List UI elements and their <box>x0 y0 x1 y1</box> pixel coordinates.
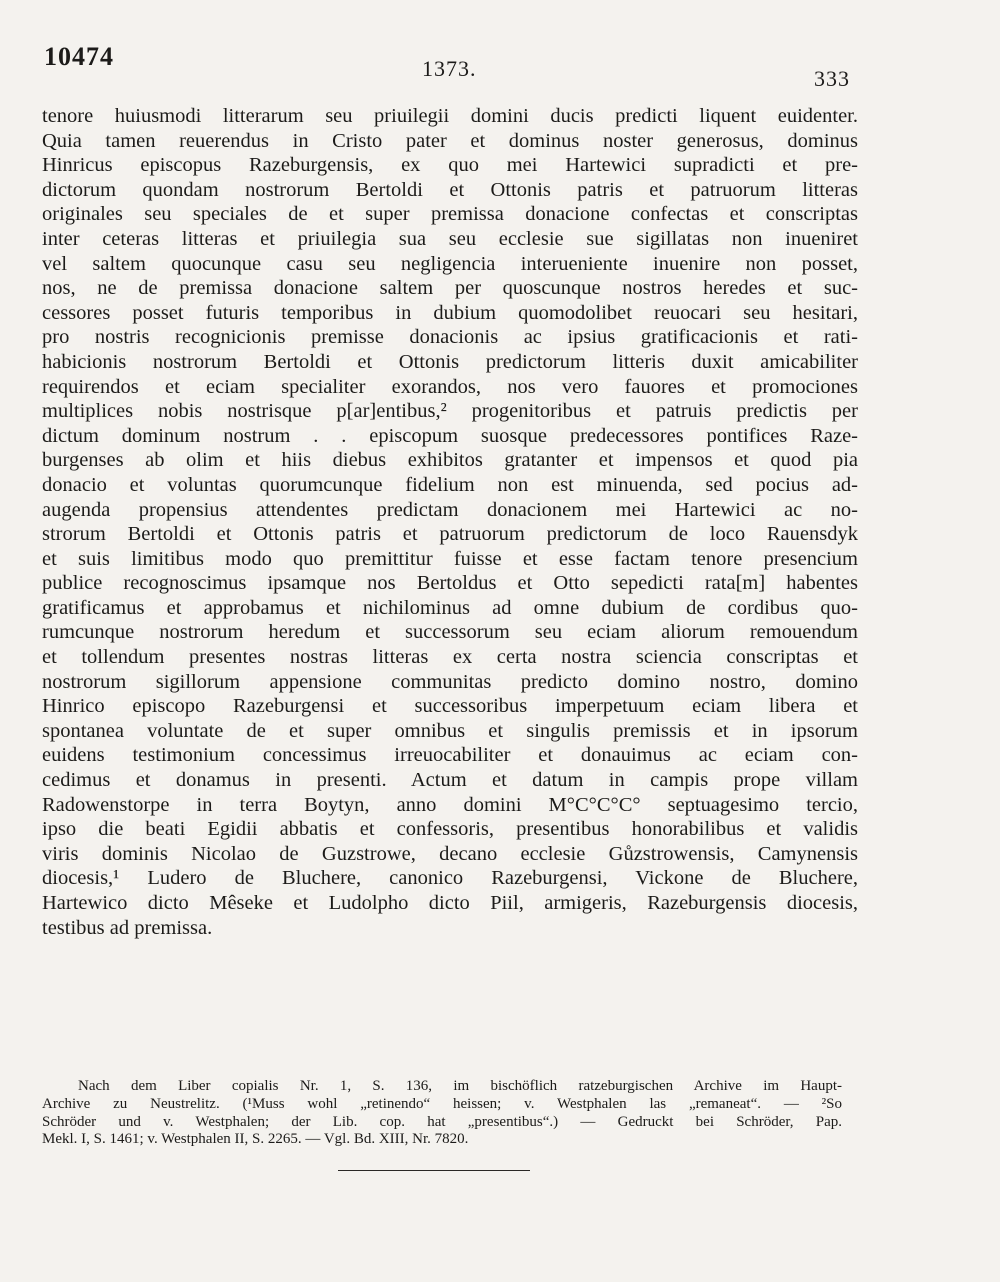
text-line: cedimus et donamus in presenti. Actum et datum in campis prope villam <box>42 769 858 792</box>
text-line: et tollendum presentes nostras litteras ex certa nostra sciencia conscriptas et <box>42 646 858 669</box>
footnote-line: Archive zu Neustrelitz. (¹Muss wohl „retinendo“ heissen; v. Westphalen las „remaneat“. — ²So <box>42 1095 842 1112</box>
text-line: viris dominis Nicolao de Guzstrowe, decano ecclesie Gůzstrowensis, Camynensis <box>42 842 858 865</box>
source-note <box>42 1078 842 1149</box>
text-line: Radowenstorpe in terra Boytyn, anno domini M°C°C°C° septuagesimo tercio, <box>42 793 858 816</box>
text-line: augenda propensius attendentes predictam donacionem mei Hartewici ac no- <box>42 498 858 521</box>
page-number: 333 <box>814 66 850 91</box>
text-line: ipso die beati Egidii abbatis et confessoris, presentibus honorabilibus et validis <box>42 818 858 841</box>
text-line: nos, ne de premissa donacione saltem per quoscunque nostros heredes et suc- <box>42 277 858 300</box>
text-line: pro nostris recognicionis premisse donacionis ac ipsius gratificacionis et rati- <box>42 326 858 349</box>
text-line: euidens testimonium concessimus irreuocabiliter et donauimus ac eciam con- <box>42 744 858 767</box>
text-line: habicionis nostrorum Bertoldi et Ottonis predictorum litteris duxit amicabiliter <box>42 350 858 373</box>
text-line: Quia tamen reuerendus in Cristo pater et dominus noster generosus, dominus <box>42 129 858 152</box>
text-line: donacio et voluntas quorumcunque fidelium non est minuenda, sed pocius ad- <box>42 473 858 496</box>
text-line: dictorum quondam nostrorum Bertoldi et Ottonis patris et patruorum litteras <box>42 178 858 201</box>
text-line: Hinricus episcopus Razeburgensis, ex quo mei Hartewici supradicti et pre- <box>42 154 858 177</box>
text-line: originales seu speciales de et super premissa donacione confectas et conscriptas <box>42 203 858 226</box>
text-line: gratificamus et approbamus et nichilominus ad omne dubium de cordibus quo- <box>42 596 858 619</box>
text-line: tenore huiusmodi litterarum seu priuilegii domini ducis predicti liquent euidenter. <box>42 105 858 127</box>
text-line: inter ceteras litteras et priuilegia sua seu ecclesie sue sigillatas non inueniret <box>42 227 858 250</box>
text-line: burgenses ab olim et hiis diebus exhibitos gratanter et impensos et quod pia <box>42 449 858 472</box>
text-line: publice recognoscimus ipsamque nos Bertoldus et Otto sepedicti rata[m] habentes <box>42 572 858 595</box>
text-line: strorum Bertoldi et Ottonis patris et patruorum predictorum de loco Rauensdyk <box>42 523 858 546</box>
text-line: diocesis,¹ Ludero de Bluchere, canonico Razeburgensi, Vickone de Bluchere, <box>42 867 858 890</box>
text-line: Hartewico dicto Mêseke et Ludolpho dicto Piil, armigeris, Razeburgensis diocesis, <box>42 892 858 914</box>
document-number: 10474 <box>44 42 114 71</box>
text-line: cessores posset futuris temporibus in dubium quomodolibet reuocari seu hesitari, <box>42 301 858 324</box>
text-line: rumcunque nostrorum heredum et successorum seu eciam aliorum remouendum <box>42 621 858 644</box>
text-line: vel saltem quocunque casu seu negligencia interueniente inuenire non posset, <box>42 252 858 275</box>
footnote-line: Schröder und v. Westphalen; der Lib. cop. hat „presentibus“.) — Gedruckt bei Schröder, Pap. <box>42 1113 842 1130</box>
footnote-line: Nach dem Liber copialis Nr. 1, S. 136, im bischöflich ratzeburgischen Archive im Haupt- <box>78 1078 842 1094</box>
charter-text <box>42 104 858 940</box>
document-year: 1373. <box>422 56 477 81</box>
footnote-line: Mekl. I, S. 1461; v. Westphalen II, S. 2265. — Vgl. Bd. XIII, Nr. 7820. <box>42 1131 469 1148</box>
text-line: testibus ad premissa. <box>42 916 213 939</box>
text-line: dictum dominum nostrum . . episcopum suosque predecessores pontifices Raze- <box>42 424 858 447</box>
text-line: multiplices nobis nostrisque p[ar]entibus,² progenitoribus et patruis predictis per <box>42 400 858 423</box>
text-line: spontanea voluntate de et super omnibus et singulis premissis et in ipsorum <box>42 719 858 742</box>
text-line: et suis limitibus modo quo premittitur fuisse et esse factam tenore presencium <box>42 547 858 570</box>
end-rule <box>338 1170 530 1171</box>
text-line: requirendos et eciam specialiter exorandos, nos vero fauores et promociones <box>42 375 858 398</box>
text-line: nostrorum sigillorum appensione communitas predicto domino nostro, domino <box>42 670 858 693</box>
text-line: Hinrico episcopo Razeburgensi et successoribus imperpetuum eciam libera et <box>42 695 858 718</box>
